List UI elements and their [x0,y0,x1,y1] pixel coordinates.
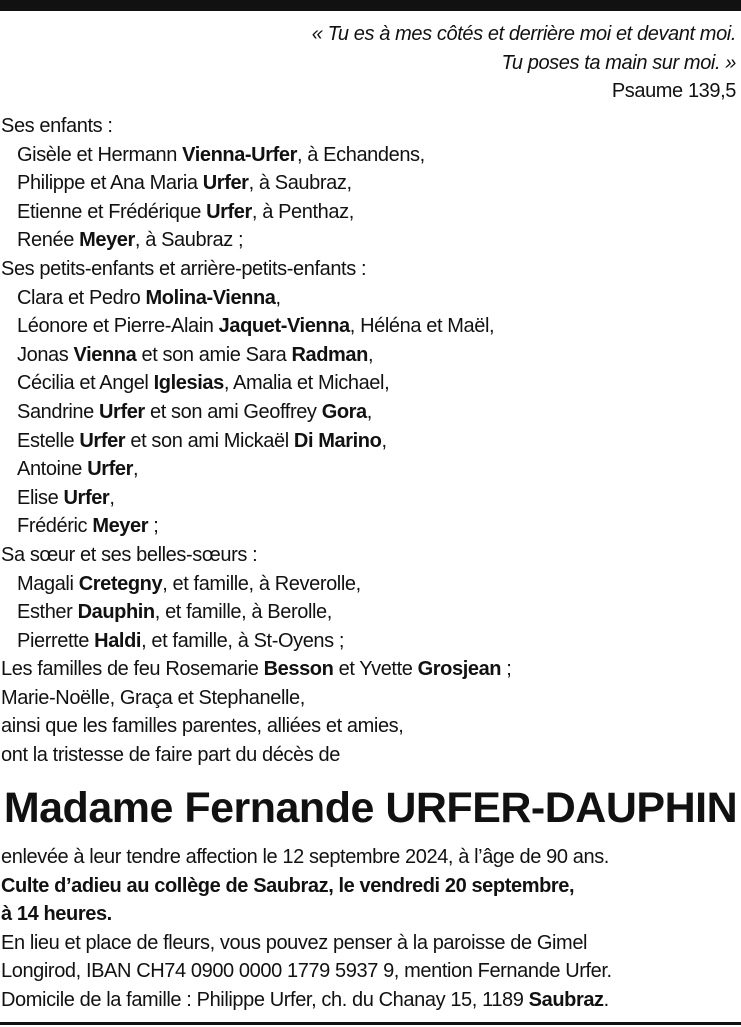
grandchildren-item-bold: Urfer [79,429,126,452]
grandchildren-item-bold: Urfer [99,400,145,423]
families-bold-2: Grosjean [417,658,502,681]
families-line [1,655,736,684]
grandchildren-item [1,369,736,398]
grandchildren-heading: Ses petits-enfants et arrière-petits-enfants : [1,257,367,280]
grandchildren-item-bold: Urfer [87,458,133,481]
children-item [1,169,736,198]
grandchildren-item-post: ; [148,515,159,538]
sisters-item-bold: Dauphin [77,601,155,624]
children-item-pre: Renée [17,229,80,252]
relatives-line: ainsi que les familles parentes, alliées et amies, [1,715,404,738]
grandchildren-item-post: , [367,343,374,366]
quote-line-1: « Tu es à mes côtés et derrière moi et devant moi. [311,23,736,45]
sisters-item-post: , et famille, à Berolle, [154,601,332,624]
grandchildren-item [1,512,736,541]
children-item [1,141,736,170]
children-item-bold: Urfer [206,200,252,223]
quote-reference: Psaume 139,5 [611,80,736,102]
donation-line-1: En lieu et place de fleurs, vous pouvez penser à la paroisse de Gimel [1,931,588,954]
ceremony-line-1-text: Culte d’adieu au collège de Saubraz, le vendredi 20 septembre, [1,874,575,897]
death-line: enlevée à leur tendre affection le 12 septembre 2024, à l’âge de 90 ans. [1,846,609,868]
families-bold-1: Besson [263,658,334,681]
families-pre: Les familles de feu Rosemarie [1,658,264,681]
grandchildren-item-post: , [109,486,115,509]
ceremony-line-2 [1,900,736,929]
sisters-item-pre: Pierrette [17,629,95,652]
grandchildren-item-post: , [366,400,372,423]
sisters-item-post: , et famille, à St-Oyens ; [141,629,345,652]
domicile-post: . [603,988,609,1011]
children-item-post: , à Penthaz, [251,200,354,223]
sisters-item-pre: Esther [17,601,78,624]
grandchildren-item-pre: Sandrine [17,400,100,423]
grandchildren-item [1,341,736,370]
children-item-bold: Urfer [202,172,249,195]
children-heading: Ses enfants : [1,115,113,137]
grandchildren-item-bold: Vienna [73,343,137,366]
psalm-quote [312,20,736,106]
grandchildren-item-mid: et son amie Sara [136,343,292,366]
grandchildren-item-bold2: Di Marino [293,429,382,452]
families-post: ; [501,658,512,681]
grandchildren-item [1,484,736,513]
grandchildren-item-post: , [381,429,387,452]
grandchildren-item-pre: Clara et Pedro [17,286,146,309]
grandchildren-item [1,427,736,456]
grandchildren-item-pre: Cécilia et Angel [17,372,154,395]
quote-line-2: Tu poses ta main sur moi. » [501,51,736,74]
grandchildren-item-post: , [275,286,281,309]
grandchildren-item-bold: Molina-Vienna [145,286,276,309]
grandchildren-item-post: , Amalia et Michael, [223,372,390,395]
grandchildren-item-mid: et son ami Mickaël [125,429,294,452]
sisters-item-bold: Haldi [94,629,142,652]
grandchildren-item-bold: Jaquet-Vienna [218,315,350,338]
grandchildren-item-mid: et son ami Geoffrey [144,400,322,423]
sisters-item-pre: Magali [17,572,79,595]
grandchildren-item [1,284,736,313]
children-item [1,198,736,227]
sisters-list [1,570,736,656]
children-item [1,226,736,255]
domicile-pre: Domicile de la famille : Philippe Urfer, ch. du Chanay 15, 1189 [1,988,529,1011]
children-item-post: , à Echandens, [296,143,425,166]
grandchildren-item [1,312,736,341]
sisters-item [1,570,736,599]
grandchildren-item-post: , [133,458,139,481]
grandchildren-item-bold: Iglesias [153,372,224,395]
families-mid: et Yvette [333,658,418,681]
children-item-pre: Philippe et Ana Maria [17,172,203,195]
grandchildren-item-pre: Frédéric [17,515,93,538]
sisters-item-post: , et famille, à Reverolle, [162,572,361,595]
grandchildren-item-pre: Léonore et Pierre-Alain [17,315,219,338]
deceased-name: Madame Fernande URFER-DAUPHIN [3,784,738,832]
children-item-bold: Meyer [79,229,135,252]
children-item-pre: Etienne et Frédérique [17,200,207,223]
mourners-list [1,112,736,770]
children-item-pre: Gisèle et Hermann [17,143,183,166]
grandchildren-item-pre: Elise [17,486,64,509]
grandchildren-item-pre: Jonas [17,343,74,366]
grandchildren-list [1,284,736,541]
grandchildren-item-bold: Meyer [92,515,149,538]
grandchildren-item [1,455,736,484]
children-item-bold: Vienna-Urfer [182,143,297,166]
ceremony-line-2-text: à 14 heures. [1,903,112,926]
ceremony-line-1 [1,872,736,901]
grandchildren-item [1,398,736,427]
sisters-item [1,598,736,627]
sisters-item-bold: Cretegny [78,572,163,595]
sisters-heading: Sa sœur et ses belles-sœurs : [1,543,258,566]
children-item-post: , à Saubraz ; [134,229,244,252]
top-rule [0,0,741,11]
announcement-line: ont la tristesse de faire part du décès de [1,744,340,767]
donation-line-2: Longirod, IBAN CH74 0900 0000 1779 5937 9, mention Fernande Urfer. [1,960,612,983]
grandchildren-item-bold2: Gora [321,400,367,423]
details-block [1,843,736,1015]
grandchildren-item-pre: Antoine [17,458,88,481]
grandchildren-item-bold2: Radman [291,343,368,366]
others-line: Marie-Noëlle, Graça et Stephanelle, [1,686,305,709]
grandchildren-item-bold: Urfer [63,486,110,509]
sisters-item [1,627,736,656]
domicile-bold: Saubraz [528,988,604,1011]
children-item-post: , à Saubraz, [248,172,352,195]
domicile-line [1,986,736,1015]
grandchildren-item-pre: Estelle [17,429,80,452]
children-list [1,141,736,255]
bottom-rule [0,1022,741,1025]
grandchildren-item-post: , Héléna et Maël, [349,315,495,338]
